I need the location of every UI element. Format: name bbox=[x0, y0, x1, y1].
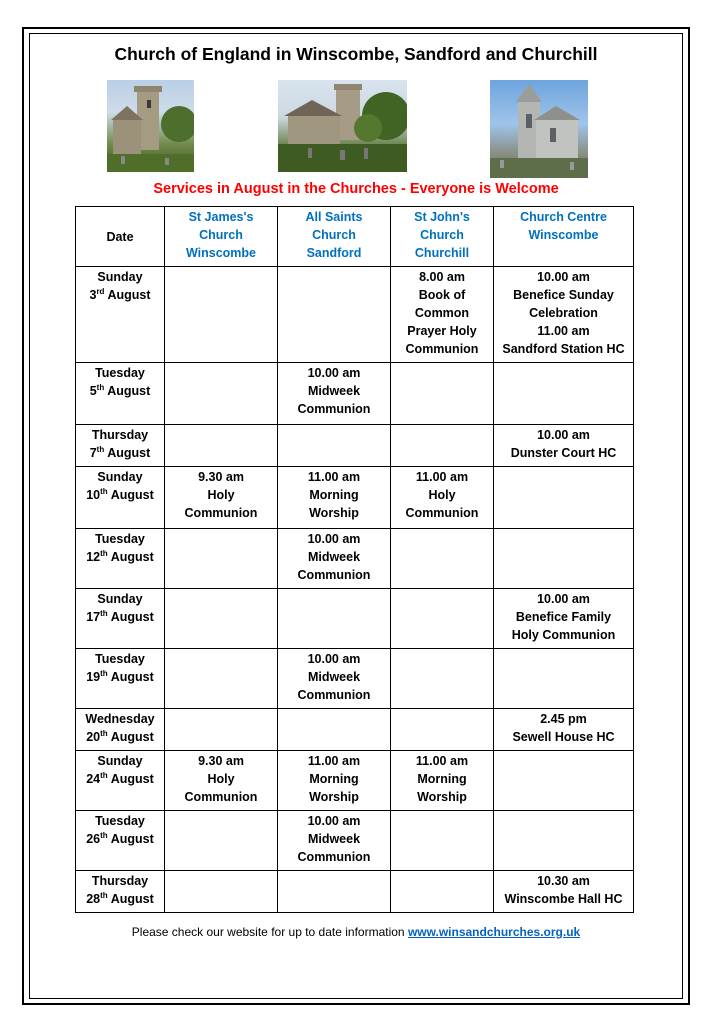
service-cell bbox=[494, 425, 634, 467]
day-name: Tuesday bbox=[95, 532, 145, 546]
day-number: 20 bbox=[86, 730, 101, 744]
service-line: 11.00 am bbox=[537, 324, 590, 338]
ordinal-suffix: th bbox=[100, 728, 108, 738]
month-name: August bbox=[110, 730, 154, 744]
service-line: Holy bbox=[207, 488, 235, 502]
ordinal-suffix: rd bbox=[96, 286, 105, 296]
service-cell bbox=[391, 649, 494, 709]
service-cell bbox=[494, 751, 634, 811]
table-row bbox=[76, 709, 634, 751]
footer-text: Please check our website for up to date information bbox=[131, 925, 408, 939]
date-cell bbox=[76, 363, 165, 425]
service-cell bbox=[494, 811, 634, 871]
service-cell bbox=[494, 709, 634, 751]
service-cell bbox=[165, 425, 278, 467]
day-date bbox=[78, 382, 162, 400]
service-line: 11.00 am bbox=[307, 470, 361, 484]
service-cell bbox=[278, 363, 391, 425]
day-number: 26 bbox=[86, 832, 101, 846]
service-cell bbox=[391, 425, 494, 467]
service-cell bbox=[165, 751, 278, 811]
service-line: Sewell House HC bbox=[512, 730, 615, 744]
table-row bbox=[76, 589, 634, 649]
table-row bbox=[76, 649, 634, 709]
day-name: Tuesday bbox=[95, 366, 145, 380]
service-line: Midweek bbox=[307, 384, 361, 398]
service-cell bbox=[494, 363, 634, 425]
service-cell bbox=[494, 649, 634, 709]
date-cell bbox=[76, 709, 165, 751]
ordinal-suffix: th bbox=[100, 830, 108, 840]
page-title: Church of England in Winscombe, Sandford and Churchill bbox=[114, 44, 598, 64]
day-date bbox=[78, 486, 162, 504]
service-line: 10.00 am bbox=[537, 270, 590, 284]
service-cell bbox=[165, 871, 278, 913]
service-line: Midweek bbox=[307, 832, 361, 846]
table-row bbox=[76, 467, 634, 529]
service-cell bbox=[494, 871, 634, 913]
day-number: 12 bbox=[86, 550, 101, 564]
date-cell bbox=[76, 649, 165, 709]
service-cell bbox=[278, 529, 391, 589]
day-number: 10 bbox=[86, 488, 101, 502]
service-line: Sandford Station HC bbox=[502, 342, 625, 356]
service-cell bbox=[494, 267, 634, 363]
month-name: August bbox=[110, 550, 154, 564]
service-line: 10.00 am bbox=[307, 532, 361, 546]
ordinal-suffix: th bbox=[96, 382, 105, 392]
service-cell bbox=[165, 529, 278, 589]
service-cell bbox=[278, 589, 391, 649]
day-number: 7 bbox=[89, 446, 97, 460]
table-row bbox=[76, 871, 634, 913]
service-line: 10.00 am bbox=[307, 652, 361, 666]
date-cell bbox=[76, 267, 165, 363]
service-line: Morning bbox=[309, 772, 359, 786]
service-cell bbox=[165, 363, 278, 425]
service-line: Morning bbox=[309, 488, 359, 502]
service-line: Benefice Family bbox=[515, 610, 612, 624]
church-photo-st-johns bbox=[490, 80, 588, 178]
service-cell bbox=[165, 709, 278, 751]
column-header-line: St James's bbox=[188, 210, 254, 224]
date-cell bbox=[76, 425, 165, 467]
table-row bbox=[76, 267, 634, 363]
day-date bbox=[78, 728, 162, 746]
service-cell bbox=[391, 709, 494, 751]
column-header-all-saints bbox=[278, 207, 391, 267]
service-line: Worship bbox=[417, 790, 467, 804]
column-header-line: Churchill bbox=[414, 246, 470, 260]
service-cell bbox=[391, 267, 494, 363]
service-line: 9.30 am bbox=[198, 470, 244, 484]
service-cell bbox=[278, 709, 391, 751]
column-header-line: Sandford bbox=[306, 246, 362, 260]
service-cell bbox=[165, 589, 278, 649]
service-cell bbox=[494, 589, 634, 649]
website-link[interactable]: www.winsandchurches.org.uk bbox=[407, 925, 581, 939]
service-line: 11.00 am bbox=[415, 470, 469, 484]
date-cell bbox=[76, 529, 165, 589]
day-date bbox=[78, 548, 162, 566]
column-header-line: Winscombe bbox=[528, 228, 599, 242]
ordinal-suffix: th bbox=[100, 668, 108, 678]
column-header-church-centre bbox=[494, 207, 634, 267]
service-cell bbox=[278, 267, 391, 363]
day-name: Sunday bbox=[97, 270, 143, 284]
ordinal-suffix: th bbox=[100, 548, 108, 558]
service-line: Worship bbox=[309, 790, 359, 804]
service-cell bbox=[391, 751, 494, 811]
service-line: 10.00 am bbox=[307, 814, 361, 828]
table-header-row bbox=[76, 207, 634, 267]
service-cell bbox=[391, 589, 494, 649]
service-cell bbox=[165, 811, 278, 871]
day-name: Sunday bbox=[97, 754, 143, 768]
ordinal-suffix: th bbox=[100, 608, 108, 618]
month-name: August bbox=[107, 288, 151, 302]
table-row bbox=[76, 363, 634, 425]
service-line: 9.30 am bbox=[198, 754, 244, 768]
ordinal-suffix: th bbox=[96, 444, 105, 454]
date-cell bbox=[76, 467, 165, 529]
column-header-line: St John's bbox=[414, 210, 470, 224]
service-line: 10.00 am bbox=[537, 592, 590, 606]
column-header-line: Church Centre bbox=[520, 210, 607, 224]
table-row bbox=[76, 811, 634, 871]
day-date bbox=[78, 668, 162, 686]
column-header-st-james bbox=[165, 207, 278, 267]
column-header-line: Church bbox=[199, 228, 243, 242]
month-name: August bbox=[110, 610, 154, 624]
day-number: 17 bbox=[86, 610, 101, 624]
day-number: 19 bbox=[86, 670, 101, 684]
service-line: Communion bbox=[405, 506, 479, 520]
service-line: Book of bbox=[418, 288, 466, 302]
ordinal-suffix: th bbox=[100, 770, 108, 780]
column-header-line: Church bbox=[420, 228, 464, 242]
day-name: Tuesday bbox=[95, 814, 145, 828]
day-name: Tuesday bbox=[95, 652, 145, 666]
service-cell bbox=[391, 467, 494, 529]
service-line: Communion bbox=[184, 790, 258, 804]
service-cell bbox=[391, 363, 494, 425]
table-row bbox=[76, 529, 634, 589]
service-cell bbox=[278, 649, 391, 709]
footer-note bbox=[0, 925, 712, 939]
month-name: August bbox=[110, 832, 154, 846]
service-line: Communion bbox=[297, 850, 371, 864]
service-cell bbox=[278, 751, 391, 811]
service-line: 11.00 am bbox=[307, 754, 361, 768]
service-line: 10.00 am bbox=[537, 428, 590, 442]
service-line: Prayer Holy bbox=[407, 324, 477, 338]
service-cell bbox=[391, 529, 494, 589]
day-name: Wednesday bbox=[85, 712, 155, 726]
month-name: August bbox=[107, 446, 151, 460]
service-line: Morning bbox=[417, 772, 467, 786]
day-date bbox=[78, 286, 162, 304]
day-name: Thursday bbox=[91, 874, 149, 888]
service-line: Holy bbox=[428, 488, 456, 502]
page-subtitle: Services in August in the Churches - Everyone is Welcome bbox=[153, 181, 559, 197]
day-number: 5 bbox=[89, 384, 97, 398]
table-row bbox=[76, 751, 634, 811]
service-cell bbox=[278, 425, 391, 467]
service-line: Winscombe Hall HC bbox=[504, 892, 623, 906]
service-line: 8.00 am bbox=[419, 270, 465, 284]
service-line: Communion bbox=[405, 342, 479, 356]
ordinal-suffix: th bbox=[100, 486, 108, 496]
column-header-line: Church bbox=[312, 228, 356, 242]
service-cell bbox=[165, 649, 278, 709]
service-cell bbox=[391, 811, 494, 871]
service-cell bbox=[278, 811, 391, 871]
service-cell bbox=[494, 467, 634, 529]
day-date bbox=[78, 444, 162, 462]
day-name: Thursday bbox=[91, 428, 149, 442]
service-line: Dunster Court HC bbox=[510, 446, 617, 460]
service-line: Communion bbox=[297, 402, 371, 416]
service-cell bbox=[391, 871, 494, 913]
service-cell bbox=[494, 529, 634, 589]
day-date bbox=[78, 770, 162, 788]
service-line: Celebration bbox=[529, 306, 598, 320]
service-line: Common bbox=[414, 306, 470, 320]
services-table bbox=[75, 206, 634, 913]
day-number: 24 bbox=[86, 772, 101, 786]
service-line: Midweek bbox=[307, 550, 361, 564]
service-line: Communion bbox=[184, 506, 258, 520]
ordinal-suffix: th bbox=[100, 890, 108, 900]
service-line: 11.00 am bbox=[415, 754, 469, 768]
month-name: August bbox=[110, 892, 154, 906]
church-photo-all-saints bbox=[278, 80, 407, 172]
table-row bbox=[76, 425, 634, 467]
service-line: 2.45 pm bbox=[540, 712, 587, 726]
service-line: Midweek bbox=[307, 670, 361, 684]
date-cell bbox=[76, 871, 165, 913]
service-line: Communion bbox=[297, 568, 371, 582]
month-name: August bbox=[110, 772, 154, 786]
service-cell bbox=[278, 467, 391, 529]
date-cell bbox=[76, 811, 165, 871]
service-line: Benefice Sunday bbox=[513, 288, 614, 302]
service-cell bbox=[278, 871, 391, 913]
service-line: 10.30 am bbox=[537, 874, 590, 888]
day-number: 3 bbox=[89, 288, 97, 302]
service-cell bbox=[165, 467, 278, 529]
date-cell bbox=[76, 751, 165, 811]
date-column-header: Date bbox=[76, 207, 165, 267]
day-date bbox=[78, 890, 162, 908]
service-line: Holy Communion bbox=[511, 628, 616, 642]
column-header-line: Winscombe bbox=[185, 246, 257, 260]
day-name: Sunday bbox=[97, 592, 143, 606]
day-number: 28 bbox=[86, 892, 101, 906]
church-photo-st-james bbox=[107, 80, 194, 172]
day-date bbox=[78, 830, 162, 848]
service-line: 10.00 am bbox=[307, 366, 361, 380]
month-name: August bbox=[110, 670, 154, 684]
month-name: August bbox=[110, 488, 154, 502]
day-date bbox=[78, 608, 162, 626]
service-cell bbox=[165, 267, 278, 363]
column-header-line: All Saints bbox=[305, 210, 363, 224]
service-line: Communion bbox=[297, 688, 371, 702]
service-line: Worship bbox=[309, 506, 359, 520]
day-name: Sunday bbox=[97, 470, 143, 484]
month-name: August bbox=[107, 384, 151, 398]
date-cell bbox=[76, 589, 165, 649]
column-header-st-johns bbox=[391, 207, 494, 267]
service-line: Holy bbox=[207, 772, 235, 786]
